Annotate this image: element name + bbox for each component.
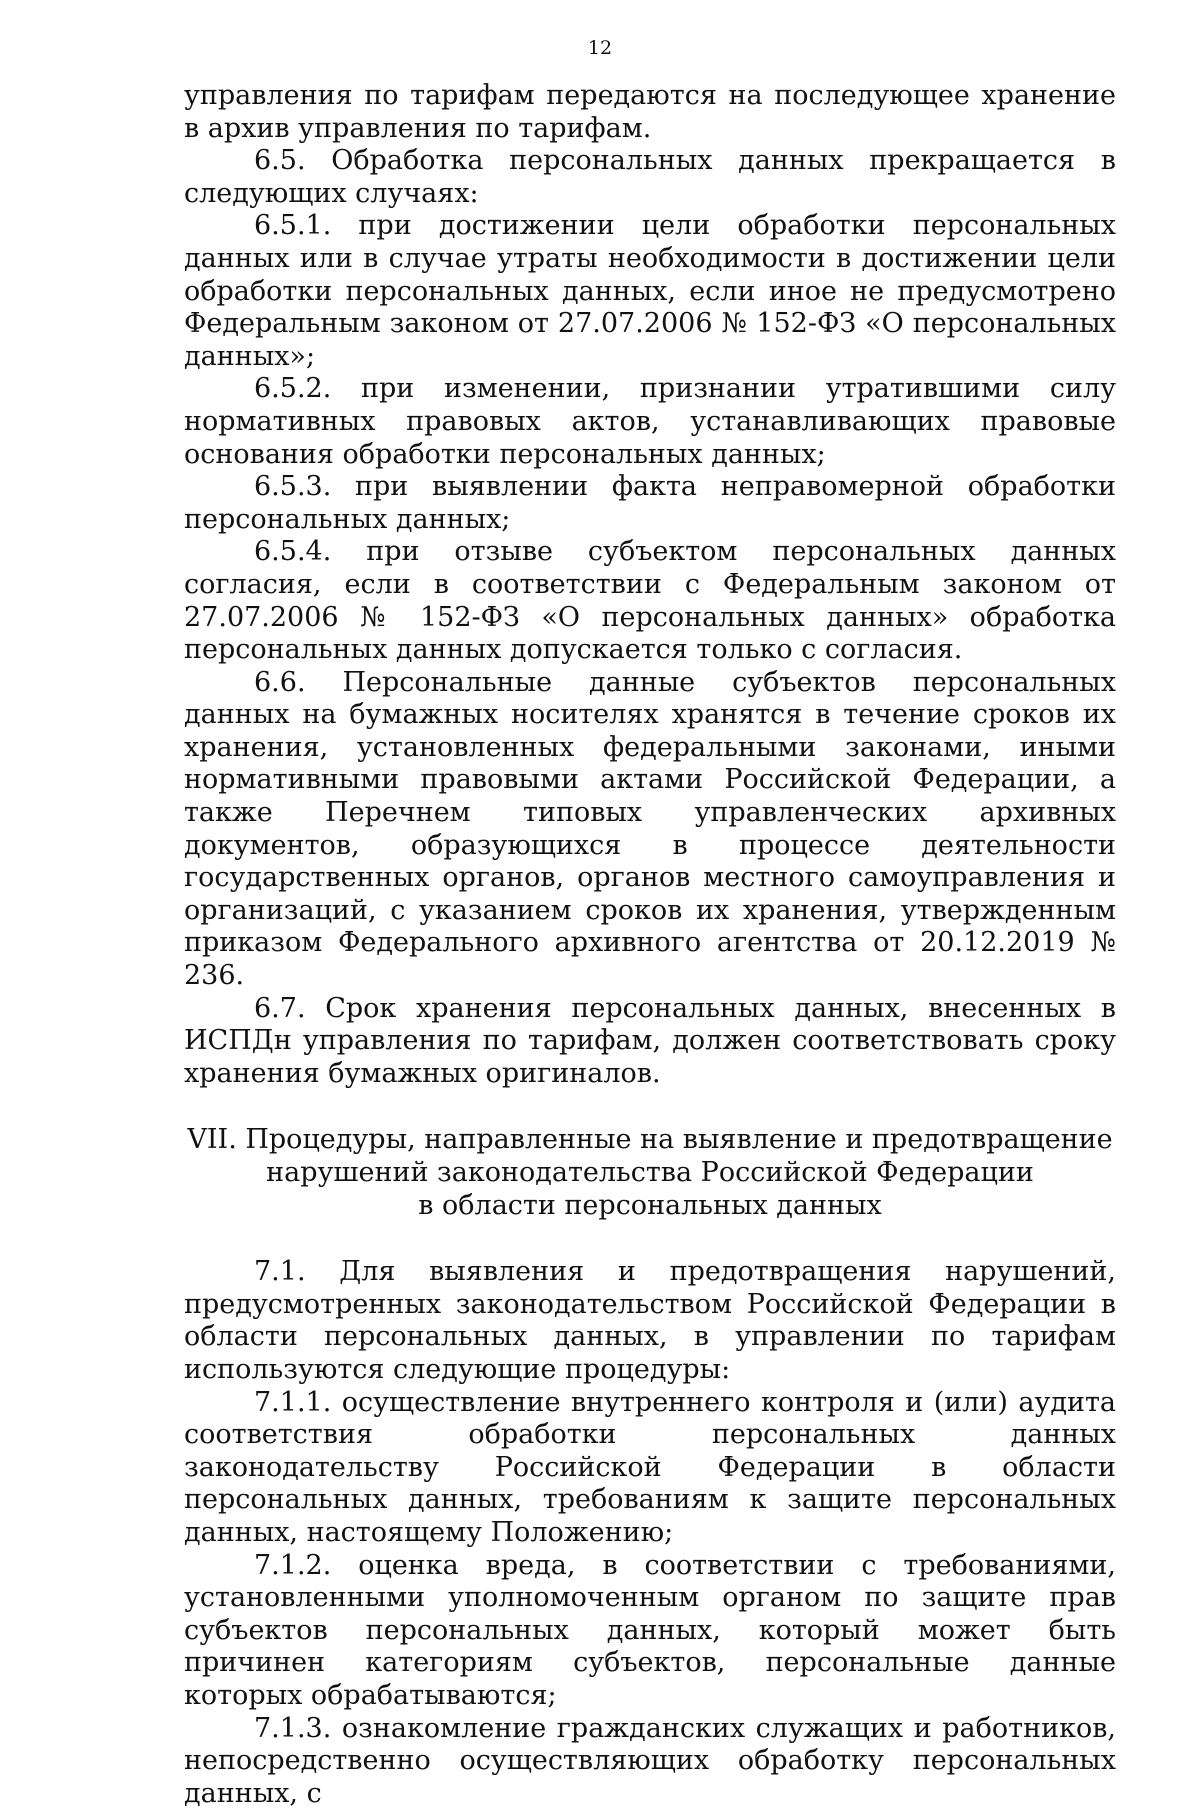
- paragraph: 6.5. Обработка персональных данных прекращается в следующих случаях:: [184, 145, 1116, 210]
- section-heading-line: VII. Процедуры, направленные на выявление и предотвращение: [184, 1124, 1116, 1157]
- document-body: [184, 80, 1116, 1810]
- section-heading: [184, 1124, 1116, 1222]
- page-number: 12: [0, 36, 1200, 60]
- paragraph: 7.1. Для выявления и предотвращения нарушений, предусмотренных законодательством Российской Федерации в области персональных данных, в управлении по тарифам используются следующие процедуры:: [184, 1256, 1116, 1386]
- paragraph: 6.5.4. при отзыве субъектом персональных данных согласия, если в соответствии с Федеральным законом от 27.07.2006 № 152-ФЗ «О персональных данных» обработка персональных данных допускается только с согласия.: [184, 536, 1116, 666]
- paragraph: 6.7. Срок хранения персональных данных, внесенных в ИСПДн управления по тарифам, должен соответствовать сроку хранения бумажных оригиналов.: [184, 993, 1116, 1091]
- section-heading-line: в области персональных данных: [184, 1190, 1116, 1223]
- paragraph: 6.5.3. при выявлении факта неправомерной обработки персональных данных;: [184, 471, 1116, 536]
- paragraph: 6.5.2. при изменении, признании утратившими силу нормативных правовых актов, устанавливающих правовые основания обработки персональных данных;: [184, 373, 1116, 471]
- paragraph: 6.6. Персональные данные субъектов персональных данных на бумажных носителях хранятся в течение сроков их хранения, установленных федеральными законами, иными нормативными правовыми актами Российской Федерации, а также Перечнем типовых управленческих архивных документов, образующихся в процессе деятельности государственных органов, органов местного самоуправления и организаций, с указанием сроков их хранения, утвержденным приказом Федерального архивного агентства от 20.12.2019 № 236.: [184, 667, 1116, 993]
- paragraph: 7.1.1. осуществление внутреннего контроля и (или) аудита соответствия обработки персональных данных законодательству Российской Федерации в области персональных данных, требованиям к защите персональных данных, настоящему Положению;: [184, 1387, 1116, 1550]
- paragraph: управления по тарифам передаются на последующее хранение в архив управления по тарифам.: [184, 80, 1116, 145]
- section-heading-line: нарушений законодательства Российской Федерации: [184, 1157, 1116, 1190]
- paragraph: 7.1.2. оценка вреда, в соответствии с требованиями, установленными уполномоченным органом по защите прав субъектов персональных данных, который может быть причинен категориям субъектов, персональные данные которых обрабатываются;: [184, 1550, 1116, 1713]
- paragraph: 6.5.1. при достижении цели обработки персональных данных или в случае утраты необходимости в достижении цели обработки персональных данных, если иное не предусмотрено Федеральным законом от 27.07.2006 № 152-ФЗ «О персональных данных»;: [184, 210, 1116, 373]
- paragraph: 7.1.3. ознакомление гражданских служащих и работников, непосредственно осуществляющих обработку персональных данных, с: [184, 1713, 1116, 1810]
